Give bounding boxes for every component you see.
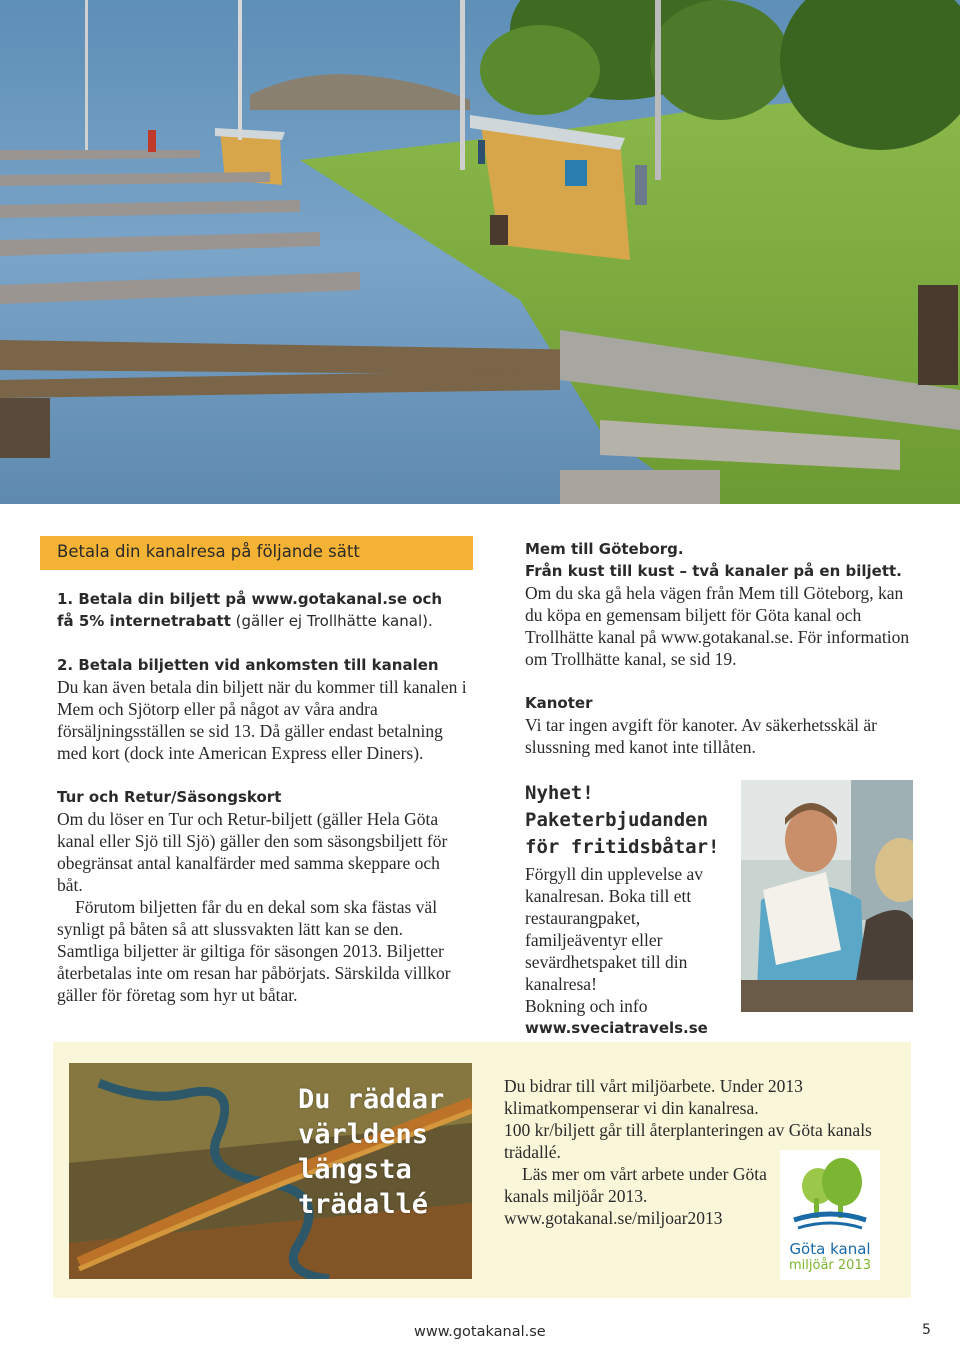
mem-goteborg-title: Mem till Göteborg. [525,540,684,558]
nyhet-booking: Bokning och info [525,996,648,1016]
return-ticket-body-1: Om du löser en Tur och Retur-biljett (gäller Hela Göta kanal eller Sjö till Sjö) gäller den som säsongsbiljett för obegränsat antal kanalfärder med samma skeppare och båt. [57,809,448,895]
payment-option-2-title: 2. Betala biljetten vid ankomsten till kanalen [57,656,439,674]
payment-heading: Betala din kanalresa på följande sätt [57,542,360,561]
nyhet-block [525,780,730,1039]
coast-to-coast-title: Från kust till kust – två kanaler på en biljett. [525,562,902,580]
logo-line-1: Göta kanal [789,1240,871,1258]
tree-logo-icon [780,1150,880,1236]
kanoter-title: Kanoter [525,694,593,712]
return-ticket-body-2: Förutom biljetten får du en dekal som ska fästas väl synligt på båten så att slussvakten lätt kan se den. Samtliga biljetter är giltiga för säsongen 2013. Biljetter återbetalas inte om resan har påbörjats. Särskilda villkor gäller för företag som hyr ut båtar. [57,897,451,1005]
return-ticket-title: Tur och Retur/Säsongskort [57,788,282,806]
page-number: 5 [922,1322,931,1338]
gotakanal-miljoar-logo [780,1150,880,1280]
logo-line-2: miljöår 2013 [789,1258,871,1273]
sveciatravels-link[interactable]: www.sveciatravels.se [525,1019,708,1037]
payment-section [57,588,467,1006]
eco-line-1: Du bidrar till vårt miljöarbete. Under 2013 klimatkompenserar vi din kanalresa. [504,1076,803,1118]
tree-avenue-title: Du räddar världens längsta trädallé [298,1084,445,1220]
trollhatte-exception: (gäller ej Trollhätte kanal). [230,612,433,630]
package-offer-title: Paketerbjudanden [525,809,709,831]
eco-link[interactable]: www.gotakanal.se/miljoar2013 [504,1208,723,1228]
payment-option-2-body: Du kan även betala din biljett när du kommer till kanalen i Mem och Sjötorp eller på något av våra andra försäljningsställen se sid 13. Då gäller endast betalning med kort (dock inte American Express eller Diners). [57,677,467,763]
restaurant-photo [741,780,913,1012]
internet-discount: få 5% internetrabatt [57,612,231,630]
nyhet-body: Förgyll din upplevelse av kanalresan. Boka till ett restaurangpaket, familjeäventyr eller sevärdhetspaket till din kanalresa! [525,864,704,994]
payment-heading-bar [40,536,473,570]
hero-photo [0,0,960,504]
kanoter-body: Vi tar ingen avgift för kanoter. Av säkerhetsskäl är slussning med kanot inte tillåten. [525,715,877,757]
eco-line-3: Läs mer om vårt arbete under Göta kanals miljöår 2013. [504,1164,767,1206]
leisure-boats-title: för fritidsbåtar! [525,836,720,858]
payment-option-1 [57,588,467,632]
footer-url[interactable]: www.gotakanal.se [414,1324,546,1340]
payment-option-1-line1: 1. Betala din biljett på www.gotakanal.se och [57,590,443,608]
mem-goteborg-body: Om du ska gå hela vägen från Mem till Göteborg, kan du köpa en gemensam biljett för Göta kanal och Trollhätte kanal på www.gotakanal.se. För information om Trollhätte kanal, se sid 19. [525,583,910,669]
nyhet-title: Nyhet! [525,782,594,804]
eco-line-2: 100 kr/biljett går till återplanteringen av Göta kanals trädallé. [504,1120,872,1162]
